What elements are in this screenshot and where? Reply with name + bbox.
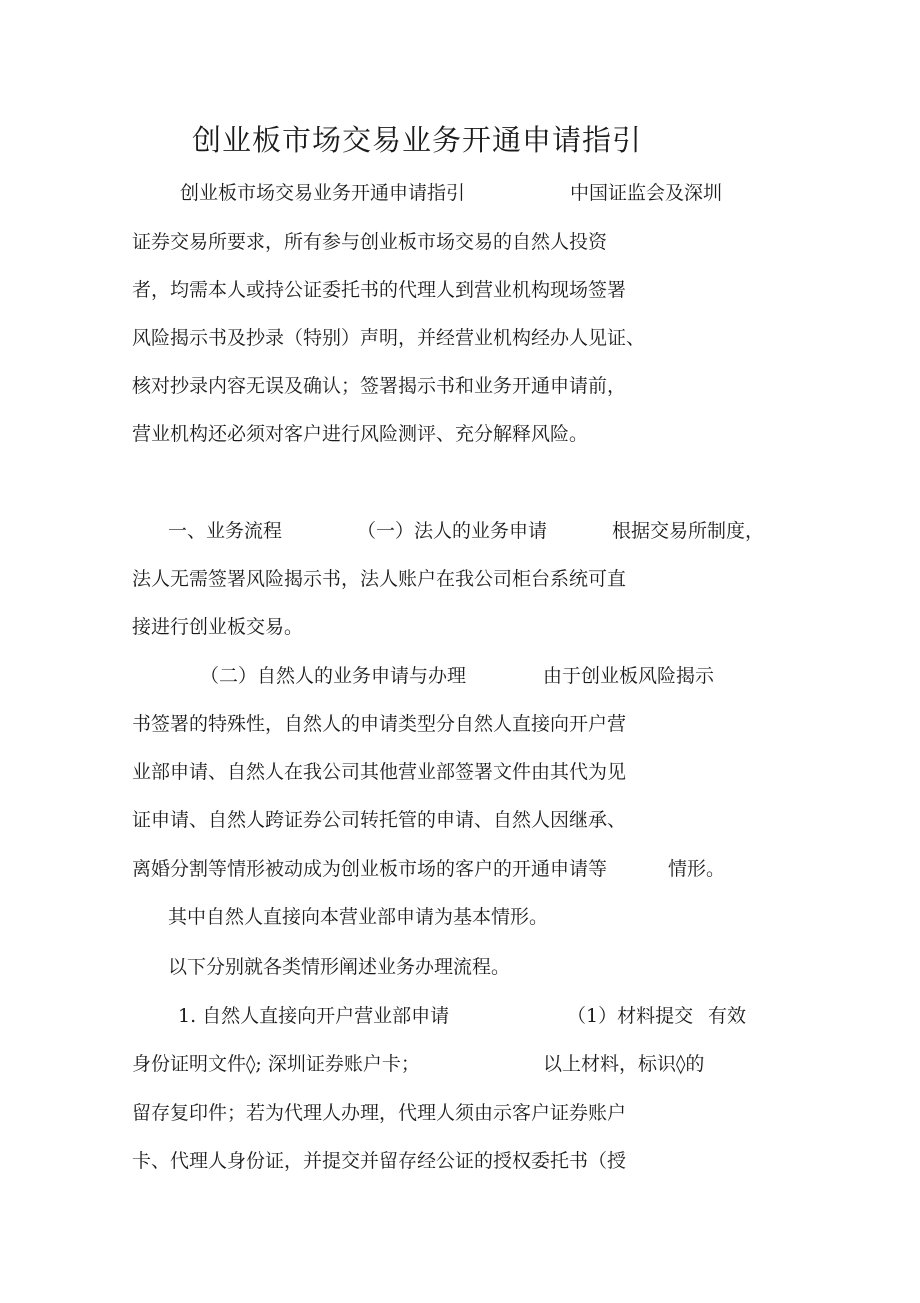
line-text: 中国证监会及深圳 [570,182,723,204]
line-text: 证券交易所要求，所有参与创业板市场交易的自然人投资 [132,231,608,253]
line-text: （1）材料提交 [567,1005,694,1027]
subsection-heading: （二）自然人的业务申请与办理 [200,665,467,687]
line-text: 根据交易所制度， [612,520,765,542]
line-text: 业部申请、自然人在我公司其他营业部签署文件由其代为见 [132,761,627,783]
line-text: 书签署的特殊性，自然人的申请类型分自然人直接向开户营 [132,713,627,735]
line-text: 身份证明文件◊; 深圳证券账户卡； [132,1053,420,1075]
line-text: 有效 [708,1005,747,1027]
line-text: 其中自然人直接向本营业部申请为基本情形。 [168,906,549,928]
document-title: 创业板市场交易业务开通申请指引 [192,123,643,157]
line-text: 以上材料，标识◊的 [543,1053,705,1075]
line-text: 接进行创业板交易。 [132,616,304,638]
section-heading: 一、业务流程 [168,520,283,542]
line-text: 情形。 [668,858,726,880]
line-text: 留存复印件；若为代理人办理，代理人须由示客户证券账户 [132,1102,627,1124]
line-text: 营业机构还必须对客户进行风险测评、充分解释风险。 [132,423,589,445]
line-text: 法人无需签署风险揭示书，法人账户在我公司柜台系统可直 [132,568,627,590]
line-text: 离婚分割等情形被动成为创业板市场的客户的开通申请等 [132,858,608,880]
line-text: 以下分别就各类情形阐述业务办理流程。 [168,956,511,978]
line-text: 核对抄录内容无误及确认；签署揭示书和业务开通申请前， [132,375,627,397]
line-text: 由于创业板风险揭示 [543,665,715,687]
line-text: 证申请、自然人跨证券公司转托管的申请、自然人因继承、 [132,809,627,831]
line-text: 卡、代理人身份证，并提交并留存经公证的授权委托书（授 [132,1150,627,1172]
line-text: 风险揭示书及抄录（特别）声明，并经营业机构经办人见证、 [132,327,646,349]
line-text: 者，均需本人或持公证委托书的代理人到营业机构现场签署 [132,279,627,301]
line-text: 创业板市场交易业务开通申请指引 [180,182,466,204]
subsection-heading: （一）法人的业务申请 [357,520,548,542]
subsection-heading: 1. 自然人直接向开户营业部申请 [178,1005,450,1027]
